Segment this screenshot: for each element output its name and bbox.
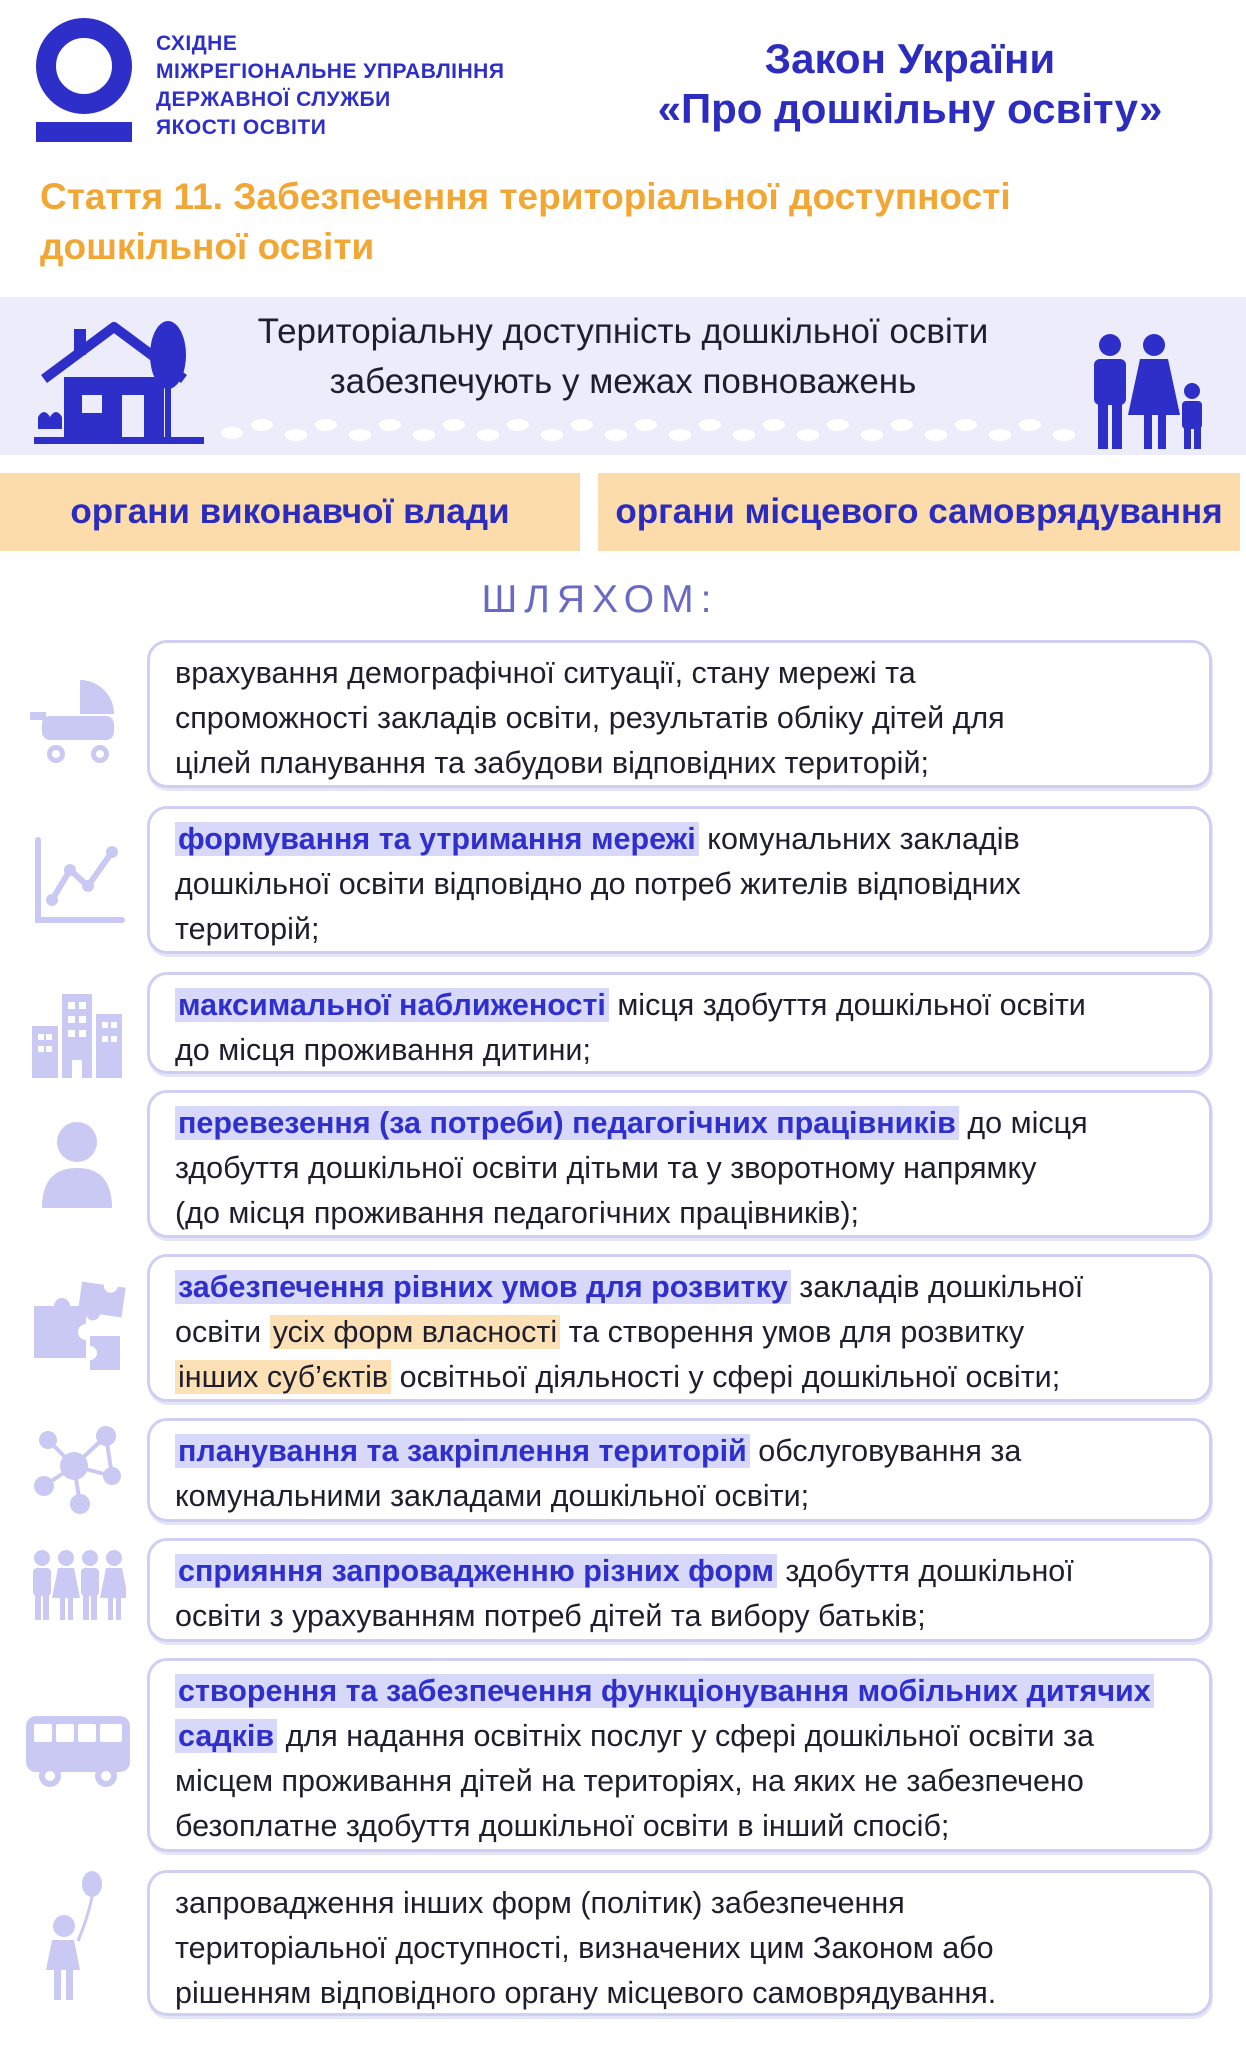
highlight-text: максимальної наближеності xyxy=(175,988,609,1022)
measure-text: та створення умов для розвитку xyxy=(560,1315,1025,1349)
organization-name xyxy=(156,30,576,142)
measure-text: місця здобуття дошкільної освіти xyxy=(608,988,1086,1022)
org-line: ДЕРЖАВНОЇ СЛУЖБИ xyxy=(156,88,391,111)
measure-text: здобуття дошкільної освіти дітьми та у зворотному напрямку xyxy=(175,1151,1037,1185)
measure-text: до місця xyxy=(958,1106,1088,1140)
measure-text: дошкільної освіти відповідно до потреб жителів відповідних xyxy=(175,867,1021,901)
measure-text: освіти з урахуванням потреб дітей та вибору батьків; xyxy=(175,1599,926,1633)
org-line: МІЖРЕГІОНАЛЬНЕ УПРАВЛІННЯ xyxy=(156,60,505,83)
bus-icon xyxy=(22,1702,134,1800)
family-icon xyxy=(1084,333,1214,451)
highlight-text: забезпечення рівних умов для розвитку xyxy=(175,1270,791,1304)
measure-text: безоплатне здобуття дошкільної освіти в інший спосіб; xyxy=(175,1809,950,1843)
highlight-text: усіх форм власності xyxy=(270,1315,560,1349)
law-title-line: «Про дошкільну освіту» xyxy=(657,85,1163,132)
highlight-text: планування та закріплення територій xyxy=(175,1434,750,1468)
measure-item xyxy=(147,1418,1212,1522)
measure-item xyxy=(147,1658,1212,1852)
measure-text: освітньої діяльності у сфері дошкільної освіти; xyxy=(391,1360,1061,1394)
measure-text: здобуття дошкільної xyxy=(776,1554,1074,1588)
ways-label: ШЛЯХОМ: xyxy=(481,578,719,621)
children-group-icon xyxy=(28,1544,126,1642)
measure-item xyxy=(147,1870,1212,2016)
person-icon xyxy=(28,1116,126,1214)
law-title-line: Закон України xyxy=(764,35,1056,82)
measure-text: освіти xyxy=(175,1315,270,1349)
highlight-text: формування та утримання мережі xyxy=(175,822,699,856)
measure-text: комунальних закладів xyxy=(698,822,1020,856)
org-line: ЯКОСТІ ОСВІТИ xyxy=(156,116,327,139)
measure-text: цілей планування та забудови відповідних територій; xyxy=(175,746,929,780)
measure-text: комунальними закладами дошкільної освіти; xyxy=(175,1479,810,1513)
highlight-text: садків xyxy=(175,1719,277,1753)
footprints-icon xyxy=(220,415,1080,445)
measure-item xyxy=(147,640,1212,788)
highlight-text: перевезення (за потреби) педагогічних працівників xyxy=(175,1106,959,1140)
highlight-text: інших суб’єктів xyxy=(175,1360,391,1394)
measure-item xyxy=(147,972,1212,1074)
measure-item xyxy=(147,1090,1212,1238)
measure-text: (до місця проживання педагогічних працівників); xyxy=(175,1196,859,1230)
intro-text-line: забезпечують у межах повноважень xyxy=(329,362,917,401)
local-self-government-label: органи місцевого самоврядування xyxy=(598,473,1240,551)
measure-text: до місця проживання дитини; xyxy=(175,1033,591,1067)
stroller-icon xyxy=(28,672,126,770)
logo-icon xyxy=(34,18,134,150)
line-chart-icon xyxy=(28,834,126,932)
measure-text: обслуговування за xyxy=(749,1434,1022,1468)
executive-authorities-label: органи виконавчої влади xyxy=(0,473,580,551)
measure-text: місцем проживання дітей на територіях, на яких не забезпечено xyxy=(175,1764,1084,1798)
article-title xyxy=(40,172,1220,272)
header xyxy=(0,0,1246,160)
highlight-text: сприяння запровадженню різних форм xyxy=(175,1554,777,1588)
child-balloon-icon xyxy=(28,1868,126,2008)
measure-item xyxy=(147,1538,1212,1642)
intro-text xyxy=(200,307,1046,407)
intro-band xyxy=(0,297,1246,455)
measure-text: територіальної доступності, визначених цим Законом або xyxy=(175,1931,994,1965)
measure-text: рішенням відповідного органу місцевого самоврядування. xyxy=(175,1976,997,2010)
measure-item xyxy=(147,806,1212,954)
measure-text: запровадження інших форм (політик) забезпечення xyxy=(175,1886,905,1920)
buildings-icon xyxy=(28,986,126,1084)
measure-text: територій; xyxy=(175,912,320,946)
measure-text: закладів дошкільної xyxy=(790,1270,1084,1304)
article-title-line: дошкільної освіти xyxy=(40,226,375,267)
intro-text-line: Територіальну доступність дошкільної освіти xyxy=(257,312,989,351)
highlight-text: створення та забезпечення функціонування мобільних дитячих xyxy=(175,1674,1154,1708)
article-title-line: Стаття 11. Забезпечення територіальної доступності xyxy=(40,176,1011,217)
measure-text: спроможності закладів освіти, результатів обліку дітей для xyxy=(175,701,1005,735)
measure-text: для надання освітніх послуг у сфері дошкільної освіти за xyxy=(277,1719,1094,1753)
puzzle-icon xyxy=(28,1278,126,1376)
org-line: СХІДНЕ xyxy=(156,32,238,55)
network-icon xyxy=(28,1420,126,1518)
measure-item xyxy=(147,1254,1212,1402)
measure-text: врахування демографічної ситуації, стану мережі та xyxy=(175,656,916,690)
law-title xyxy=(600,34,1220,134)
house-tree-icon xyxy=(34,309,204,447)
